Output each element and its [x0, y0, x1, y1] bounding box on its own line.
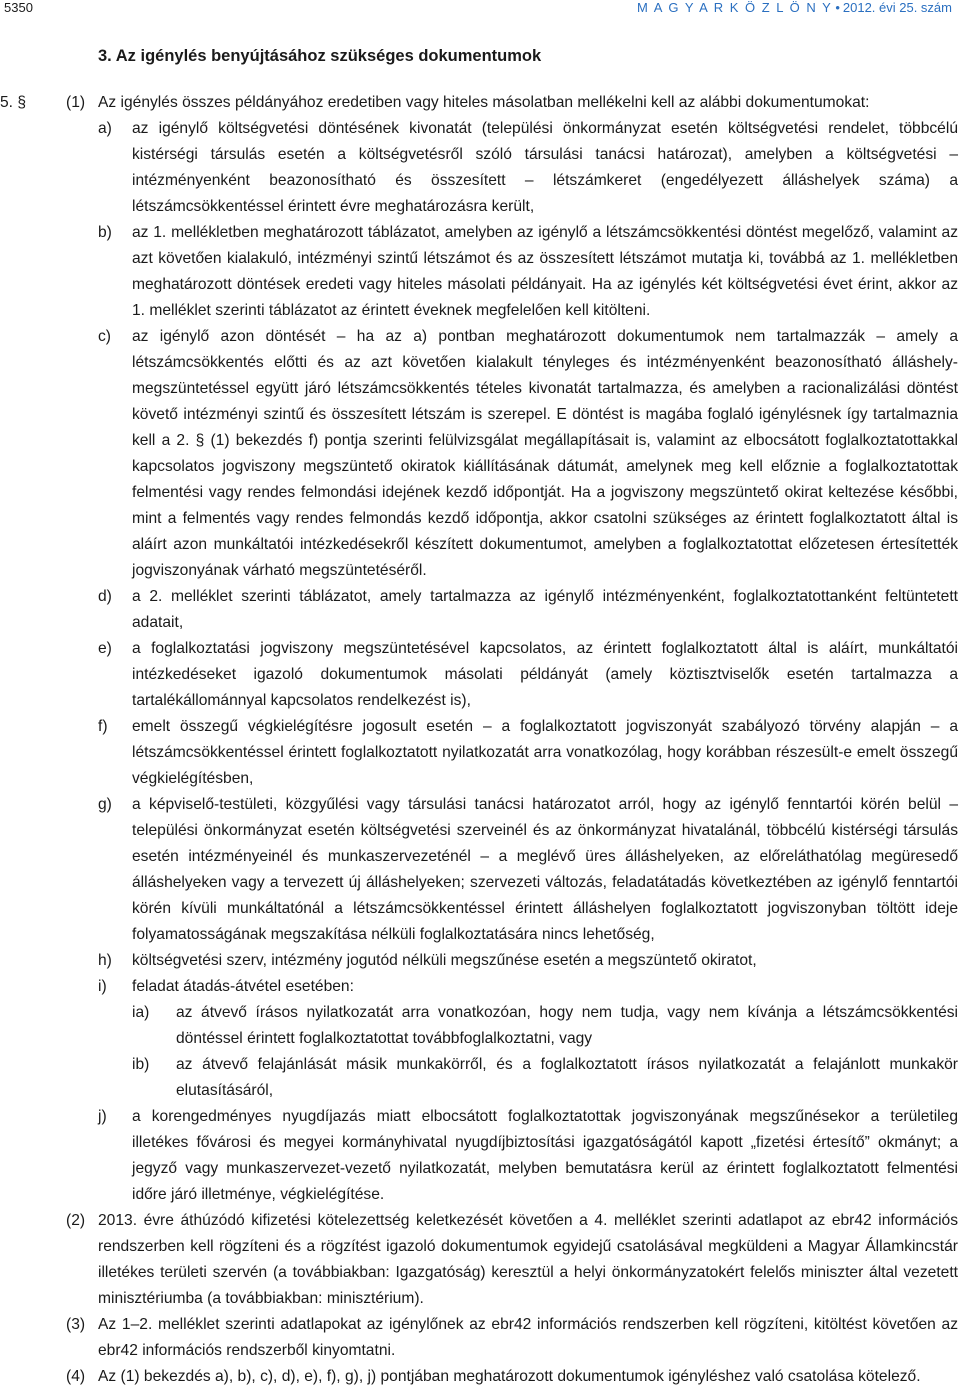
subsection-intro-text: Az igénylés összes példányához eredetiben vagy hiteles másolatban mellékelni kell az alábbi dokumentumokat:	[98, 94, 870, 111]
item-label: h)	[98, 952, 112, 969]
subsection-text: Az 1–2. melléklet szerinti adatlapokat az igénylőnek az ebr42 információs rendszerben kell rögzíteni, kitöltést követően az ebr42 információs rendszerből kinyomtatni.	[98, 1316, 958, 1359]
subsection-number: (1)	[66, 94, 86, 111]
paragraph-marker: 5. §	[0, 94, 27, 111]
item-text: feladat átadás-átvétel esetében:	[132, 978, 354, 995]
journal-name: M A G Y A R K Ö Z L Ö N Y	[637, 0, 833, 15]
subsection-number: (3)	[66, 1316, 86, 1333]
sub-item-text: az átvevő felajánlását másik munkakörről, és a foglalkoztatott írásos nyilatkozatát a felajánlott munkakör elutasításáról,	[176, 1056, 958, 1099]
subsection-text: Az (1) bekezdés a), b), c), d), e), f), g), j) pontjában meghatározott dokumentumok igényléshez való csatolása kötelező.	[98, 1368, 921, 1385]
item-label: e)	[98, 640, 112, 657]
subsection-number: (2)	[66, 1212, 86, 1229]
item-label: j)	[98, 1108, 107, 1125]
journal-title	[637, 0, 952, 19]
subsection-number: (4)	[66, 1368, 86, 1385]
issue-label: 2012. évi 25. szám	[842, 0, 952, 15]
item-text: a foglalkoztatási jogviszony megszüntetésével kapcsolatos, az érintett foglalkoztatott által is aláírt, munkáltatói intézkedéseket igazoló dokumentumok másolati példányát (amely köztisztviselők esetén tartalmazza a tartalékállománnyal kapcsolatos rendelkezést is),	[132, 640, 958, 709]
item-text: a képviselő-testületi, közgyűlési vagy társulási tanácsi határozatot arról, hogy az igénylő fenntartói körén belül – települési önkormányzat esetén költségvetési szerveinél és az önkormányzat hivatalánál, többcélú kistérségi társulás esetén intézményeinél és munkaszervezeténél – a meglévő üres álláshelyeken, az előreláthatólag megüresedő álláshelyeken vagy a tervezett új álláshelyeken; szervezeti változás, feladatátadás következtében az igénylő fenntartói körén kívüli munkáltatónál a létszámcsökkentéssel érintett álláshelyen foglalkoztatott jogviszonyban töltött ideje folyamatosságának megszakítása nélküli foglalkoztatására nincs lehetőség,	[132, 796, 958, 943]
item-text: az igénylő azon döntését – ha az a) pontban meghatározott dokumentumok nem tartalmazzák – amely a létszámcsökkentés előtti és az azt követően kialakult tényleges és intézményenként beazonosítható álláshely-megszüntetéssel együtt járó létszámcsökkentés tételes kivonatát tartalmazza, és amelyben a racionalizálási döntést követő intézményi szintű és összesített létszám is szerepel. E döntést is magába foglaló igénylésnek így tartalmaznia kell a 2. § (1) bekezdés f) pontja szerinti felülvizsgálat megállapításait is, valamint az elbocsátott foglalkoztatottakkal kapcsolatos jogviszony megszüntető okiratok kiállításának dátumát, amelynek meg kell előznie a foglalkoztatottak felmentési vagy rendes felmondási idejének kezdő időpontját. Ha a jogviszony megszüntető okirat keltezése későbbi, mint a felmentés vagy rendes felmondás kezdő időpontja, akkor csatolni szükséges az érintett foglalkoztatott által is aláírt azon munkáltatói intézkedésekről készített dokumentumot, amelyben a foglalkoztatottat előzetesen értesítették jogviszonyának várható megszüntetéséről.	[132, 328, 958, 579]
subsection-text: 2013. évre áthúzódó kifizetési kötelezettség keletkezését követően a 4. melléklet szerinti adatlapot az ebr42 információs rendszerben kell rögzíteni és a rögzítést igazoló dokumentumok egyidejű csatolásával megküldeni a Magyar Államkincstár illetékes területi szervén (a továbbiakban: Igazgatóság) keresztül a helyi önkormányzatokért felelős miniszter által vezetett minisztériumba (a továbbiakban: minisztérium).	[98, 1212, 958, 1307]
item-label: i)	[98, 978, 107, 995]
item-label: g)	[98, 796, 112, 813]
page-header	[0, 0, 960, 19]
section-title: 3. Az igénylés benyújtásához szükséges dokumentumok	[98, 47, 542, 65]
item-text: emelt összegű végkielégítésre jogosult esetén – a foglalkoztatott jogviszonyát szabályozó törvény alapján – a létszámcsökkentéssel érintett foglalkoztatott nyilatkozatát arra vonatkozólag, hogy korábban részesült-e emelt összegű végkielégítésben,	[132, 718, 958, 787]
item-text: a korengedményes nyugdíjazás miatt elbocsátott foglalkoztatottak jogviszonyának megszűnésekor a területileg illetékes fővárosi és megyei kormányhivatal nyugdíjbiztosítási igazgatóságától kapott „fizetési értesítő” okmányt; a jegyző vagy munkaszervezet-vezető nyilatkozatát, melyben bemutatásra kerül az érintett foglalkoztatott felmentési időre járó illetménye, végkielégítése.	[132, 1108, 958, 1203]
item-label: c)	[98, 328, 111, 345]
bullet-separator: •	[835, 0, 840, 15]
item-text: a 2. melléklet szerinti táblázatot, amely tartalmazza az igénylő intézményenként, foglalkoztatottanként feltüntetett adatait,	[132, 588, 958, 631]
item-label: d)	[98, 588, 112, 605]
item-text: az 1. mellékletben meghatározott táblázatot, amelyben az igénylő a létszámcsökkentési döntést megelőző, valamint az azt követően kialakuló, intézményi szintű létszámot és az összesített létszámot mutatja ki, továbbá az 1. mellékletben meghatározott döntések eredeti vagy hiteles másolati példányait. Ha az igénylés két költségvetési évet érint, akkor az 1. melléklet szerinti táblázatot az érintett éveknek megfelelően kell kitölteni.	[132, 224, 958, 319]
sub-item-label: ib)	[132, 1056, 150, 1073]
item-label: f)	[98, 718, 108, 735]
sub-item-text: az átvevő írásos nyilatkozatát arra vonatkozóan, hogy nem tudja, vagy nem kívánja a létszámcsökkentési döntéssel érintett foglalkoztatottat továbbfoglalkoztatni, vagy	[176, 1004, 958, 1047]
page-number: 5350	[4, 0, 33, 15]
item-text: költségvetési szerv, intézmény jogutód nélküli megszűnése esetén a megszüntető okiratot,	[132, 952, 757, 969]
item-text: az igénylő költségvetési döntésének kivonatát (települési önkormányzat esetén költségvetési rendelet, többcélú kistérségi társulás esetén a költségvetésről szóló társulási tanácsi határozat), amelyben a költségvetési – intézményenként beazonosítható és összesített – létszámkeret (engedélyezett álláshelyek száma) a létszámcsökkentéssel érintett évre meghatározásra került,	[132, 120, 958, 215]
item-label: b)	[98, 224, 112, 241]
sub-item-label: ia)	[132, 1004, 150, 1021]
item-label: a)	[98, 120, 112, 137]
